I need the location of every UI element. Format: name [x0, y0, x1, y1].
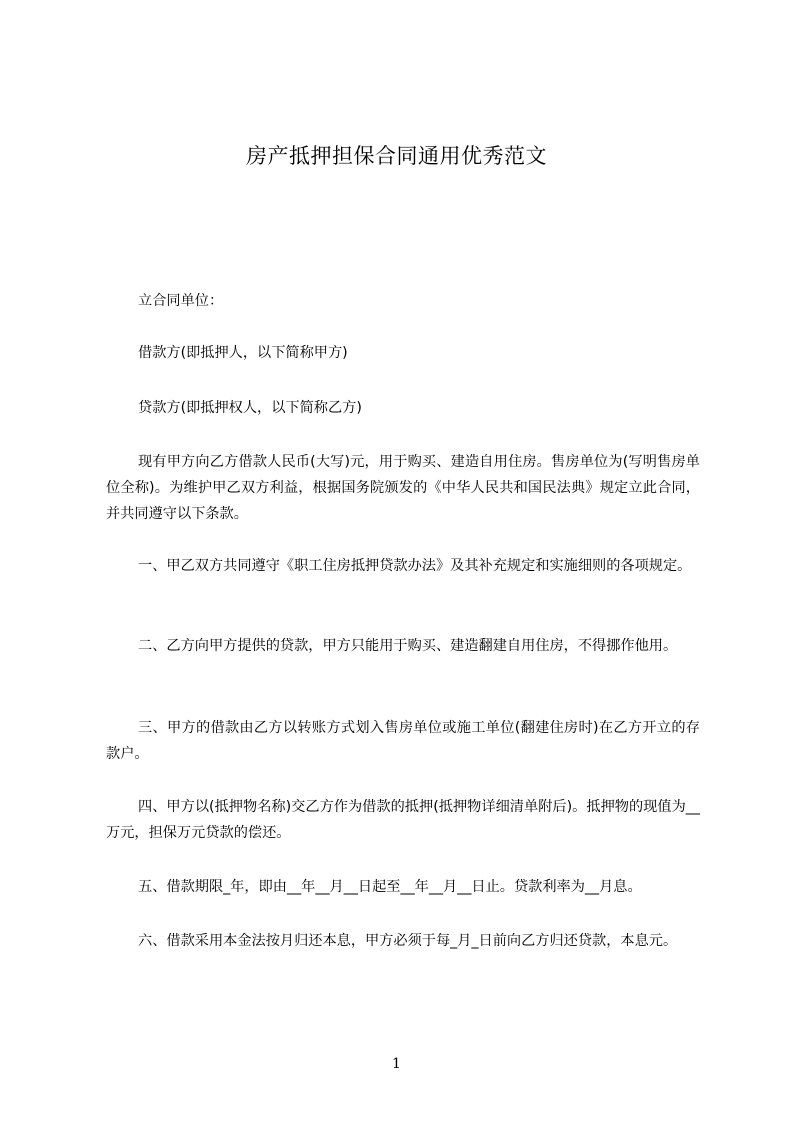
- paragraph-clause-3: 三、甲方的借款由乙方以转账方式划入售房单位或施工单位(翻建住房时)在乙方开立的存款户。: [106, 720, 700, 762]
- document-title: 房产抵押担保合同通用优秀范文: [246, 144, 547, 168]
- paragraph-contract-parties: 立合同单位：: [138, 293, 224, 309]
- paragraph-clause-2: 二、乙方向甲方提供的贷款，甲方只能用于购买、建造翻建自用住房，不得挪作他用。: [138, 638, 678, 654]
- paragraph-clause-5: 五、借款期限_年，即由__年__月__日起至__年__月__日止。贷款利率为__月息。: [138, 879, 642, 895]
- paragraph-preamble: 现有甲方向乙方借款人民币(大写)元，用于购买、建造自用住房。售房单位为(写明售房单位全称)。为维护甲乙双方利益，根据国务院颁发的《中华人民共和国民法典》规定立此合同，并共同遵守以下条款。: [106, 454, 700, 522]
- paragraph-lender: 贷款方(即抵押权人，以下简称乙方): [138, 400, 362, 416]
- paragraph-clause-4: 四、甲方以(抵押物名称)交乙方作为借款的抵押(抵押物详细清单附后)。抵押物的现值为__万元，担保万元贷款的偿还。: [106, 799, 700, 841]
- page-number: 1: [392, 1056, 401, 1072]
- paragraph-borrower: 借款方(即抵押人，以下简称甲方): [138, 345, 348, 361]
- paragraph-clause-1: 一、甲乙双方共同遵守《职工住房抵押贷款办法》及其补充规定和实施细则的各项规定。: [138, 558, 692, 574]
- paragraph-clause-6: 六、借款采用本金法按月归还本息，甲方必须于每_月_日前向乙方归还贷款，本息元。: [138, 933, 678, 949]
